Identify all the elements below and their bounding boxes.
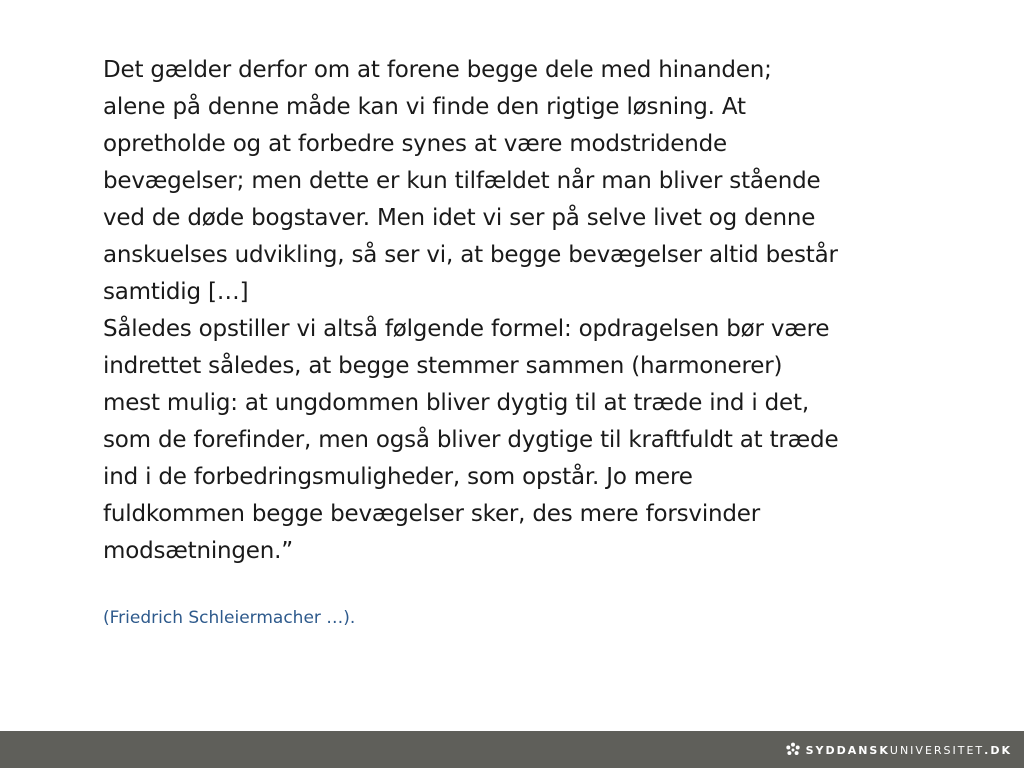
quote-line: alene på denne måde kan vi finde den rigtige løsning. At: [103, 94, 746, 120]
quote-line: anskuelses udvikling, så ser vi, at begge bevægelser altid består: [103, 242, 838, 268]
quote-line: samtidig […]: [103, 279, 249, 305]
logo-suffix: .DK: [984, 743, 1012, 757]
university-logo[interactable]: [784, 739, 1012, 761]
quote-line: bevægelser; men dette er kun tilfældet når man bliver stående: [103, 168, 821, 194]
quote-text: [103, 52, 943, 570]
quote-line: Således opstiller vi altså følgende formel: opdragelsen bør være: [103, 316, 830, 342]
quote-line: som de forefinder, men også bliver dygtige til kraftfuldt at træde: [103, 427, 839, 453]
logo-bold: SYDDANSK: [805, 743, 890, 757]
quote-line: ind i de forbedringsmuligheder, som opstår. Jo mere: [103, 464, 693, 490]
quote-line: Det gælder derfor om at forene begge dele med hinanden;: [103, 57, 772, 83]
citation: (Friedrich Schleiermacher …).: [103, 608, 356, 628]
sdu-star-icon: [784, 741, 802, 759]
logo-light: UNIVERSITET: [889, 743, 985, 757]
quote-line: ved de døde bogstaver. Men idet vi ser på selve livet og denne: [103, 205, 816, 231]
quote-line: mest mulig: at ungdommen bliver dygtig til at træde ind i det,: [103, 390, 809, 416]
quote-line: fuldkommen begge bevægelser sker, des mere forsvinder: [103, 501, 760, 527]
quote-line: opretholde og at forbedre synes at være modstridende: [103, 131, 727, 157]
quote-line: indrettet således, at begge stemmer sammen (harmonerer): [103, 353, 783, 379]
logo-wordmark: [806, 744, 1012, 757]
quote-line: modsætningen.”: [103, 538, 293, 564]
footer-bar: [0, 731, 1024, 768]
